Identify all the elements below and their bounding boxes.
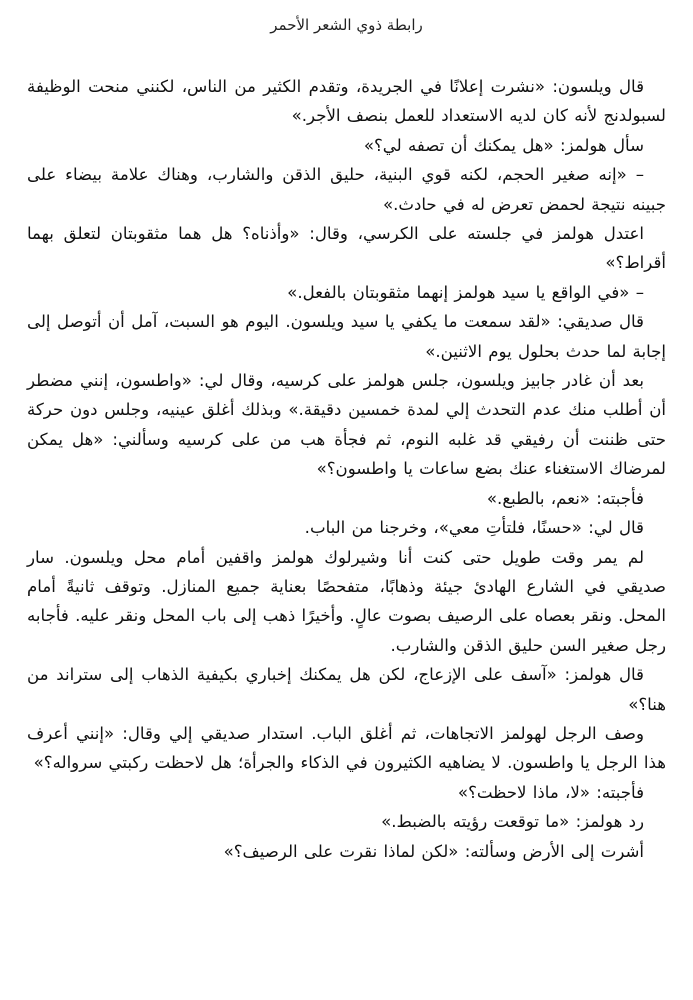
paragraph: قال ويلسون: «نشرت إعلانًا في الجريدة، وتقدم الكثير من الناس، لكنني منحت الوظيفة لسبولدنج لأنه كان لديه الاستعداد للعمل بنصف الأجر.» [27, 77, 666, 126]
paragraph: فأجبته: «لا، ماذا لاحظت؟» [457, 782, 644, 802]
paragraph: اعتدل هولمز في جلسته على الكرسي، وقال: «وأذناه؟ هل هما مثقوبتان لتعلق بهما أقراط؟» [27, 224, 666, 273]
paragraph: – «في الواقع يا سيد هولمز إنهما مثقوبتان بالفعل.» [287, 282, 644, 302]
paragraph: قال صديقي: «لقد سمعت ما يكفي يا سيد ويلسون. اليوم هو السبت، آمل أن أتوصل إلى إجابة لما حدث بحلول يوم الاثنين.» [27, 312, 666, 361]
page-body [27, 72, 666, 866]
paragraph: فأجبته: «نعم، بالطبع.» [486, 488, 644, 508]
paragraph: – «إنه صغير الحجم، لكنه قوي البنية، حليق الذقن والشارب، وهناك علامة بيضاء على جبينه نتيجة لحمض تعرض له في حادث.» [27, 165, 666, 214]
paragraph: بعد أن غادر جابيز ويلسون، جلس هولمز على كرسيه، وقال لي: «واطسون، إنني مضطر أن أطلب منك عدم التحدث إلي لمدة خمسين دقيقة.» وبذلك أغلق عينيه، وجلس دون حركة حتى ظننت أن رفيقي قد غلبه النوم، ثم فجأة هب من على كرسيه وسألني: «هل يمكن لمرضاك الاستغناء عنك بضع ساعات يا واطسون؟» [27, 371, 666, 479]
running-header: رابطة ذوي الشعر الأحمر [270, 16, 423, 34]
paragraph: أشرت إلى الأرض وسألته: «لكن لماذا نقرت على الرصيف؟» [223, 841, 644, 861]
paragraph: سأل هولمز: «هل يمكنك أن تصفه لي؟» [363, 135, 644, 155]
paragraph: قال هولمز: «آسف على الإزعاج، لكن هل يمكنك إخباري بكيفية الذهاب إلى ستراند من هنا؟» [27, 665, 666, 714]
paragraph: لم يمر وقت طويل حتى كنت أنا وشيرلوك هولمز واقفين أمام محل ويلسون. سار صديقي في الشارع الهادئ جيئة وذهابًا، متفحصًا بعناية جميع المنازل. وتوقف ثانيةً أمام المحل. ونقر بعصاه على الرصيف بصوت عالٍ. وأخيرًا ذهب إلى باب المحل ونقر عليه. فأجابه رجل صغير السن حليق الذقن والشارب. [27, 547, 666, 655]
paragraph: رد هولمز: «ما توقعت رؤيته بالضبط.» [381, 812, 644, 832]
paragraph: وصف الرجل لهولمز الاتجاهات، ثم أغلق الباب. استدار صديقي إلي وقال: «إنني أعرف هذا الرجل يا واطسون. لا يضاهيه الكثيرون في الذكاء والجرأة؛ هل لاحظت ركبتي سرواله؟» [27, 723, 666, 773]
paragraph: قال لي: «حسنًا، فلتأتِ معي»، وخرجنا من الباب. [304, 518, 644, 538]
